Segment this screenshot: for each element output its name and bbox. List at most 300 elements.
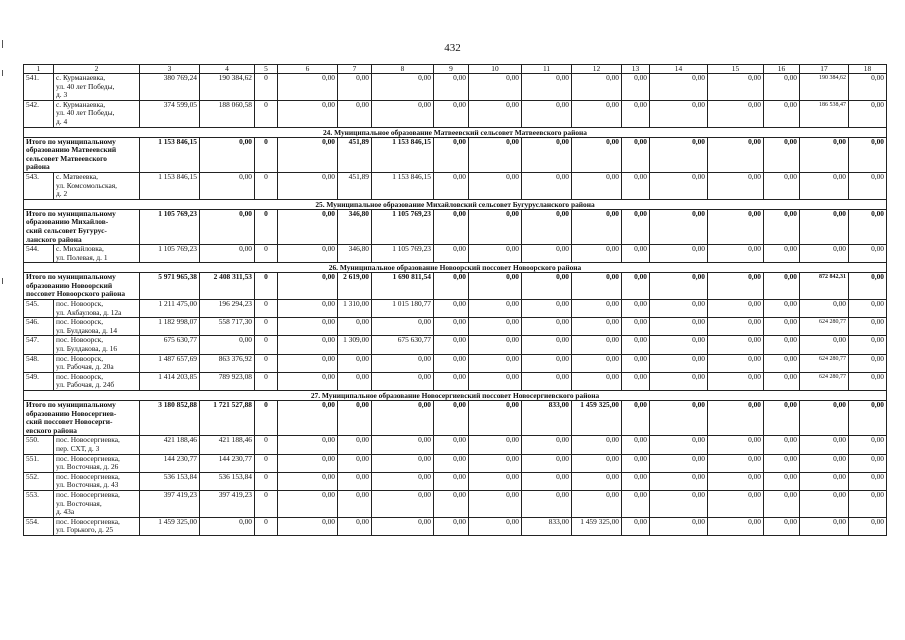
value-cell: 0,00 — [849, 436, 887, 454]
value-cell: 0 — [255, 436, 278, 454]
value-cell: 0,00 — [708, 74, 764, 101]
text-line: поссовет Новоорского района — [26, 289, 126, 299]
value-cell: 0,00 — [278, 318, 338, 336]
value-cell: 0,00 — [650, 336, 708, 354]
value-cell: 0,00 — [650, 100, 708, 127]
value-cell: 190 384,62 — [800, 74, 849, 101]
text-line: пос. Новосергиевка, — [56, 472, 120, 481]
text-line: ланского района — [26, 234, 82, 244]
value-cell: 1 459 325,00 — [140, 517, 200, 535]
value-cell: 0,00 — [708, 273, 764, 300]
value-cell: 0,00 — [572, 172, 622, 199]
section-title: 25. Муниципальное образование Михайловский сельсовет Бугурусланского района — [24, 199, 887, 209]
value-cell: 0,00 — [622, 490, 650, 517]
row-number: 546. — [24, 318, 54, 336]
section-title: 24. Муниципальное образование Матвеевский сельсовет Матвеевского района — [24, 127, 887, 137]
value-cell: 0,00 — [650, 472, 708, 490]
value-cell: 0,00 — [572, 372, 622, 390]
value-cell: 0,00 — [622, 372, 650, 390]
value-cell: 0,00 — [849, 454, 887, 472]
column-header: 10 — [469, 65, 522, 74]
value-cell: 397 419,23 — [200, 490, 255, 517]
margin-mark-3 — [2, 278, 3, 284]
text-line: пос. Новоорск, — [56, 317, 104, 327]
value-cell: 1 105 769,23 — [372, 209, 434, 244]
address-cell — [54, 472, 140, 490]
table-row — [24, 372, 887, 390]
value-cell: 863 376,92 — [200, 354, 255, 372]
table-row — [24, 100, 887, 127]
value-cell: 0,00 — [572, 354, 622, 372]
text-line: ул. Горького, д. 25 — [56, 525, 114, 535]
value-cell: 0 — [255, 273, 278, 300]
text-line: образованию Новоорский — [26, 280, 113, 290]
value-cell: 0,00 — [572, 436, 622, 454]
value-cell: 0,00 — [522, 490, 572, 517]
text-line: Итого по муниципальному — [26, 272, 116, 282]
value-cell: 0,00 — [849, 100, 887, 127]
header-row — [24, 65, 887, 74]
value-cell: 0,00 — [849, 517, 887, 535]
value-cell: 0,00 — [622, 137, 650, 172]
value-cell: 0,00 — [800, 336, 849, 354]
value-cell: 0,00 — [338, 372, 372, 390]
value-cell: 1 309,00 — [338, 336, 372, 354]
value-cell: 0 — [255, 137, 278, 172]
value-cell: 0,00 — [800, 454, 849, 472]
value-cell: 0,00 — [764, 245, 800, 263]
value-cell: 0 — [255, 401, 278, 436]
text-line: с. Курманаевка, — [56, 100, 106, 109]
value-cell: 0,00 — [434, 100, 469, 127]
value-cell: 0,00 — [434, 245, 469, 263]
column-header: 1 — [24, 65, 54, 74]
column-header: 15 — [708, 65, 764, 74]
value-cell: 0,00 — [434, 300, 469, 318]
value-cell: 0,00 — [278, 245, 338, 263]
row-number: 548. — [24, 354, 54, 372]
value-cell: 0,00 — [764, 318, 800, 336]
value-cell: 0,00 — [469, 454, 522, 472]
text-line: пос. Новоорск, — [56, 372, 104, 381]
table-row — [24, 300, 887, 318]
row-number: 541. — [24, 74, 54, 101]
section-title-row — [24, 263, 887, 273]
row-number: 542. — [24, 100, 54, 127]
value-cell: 0,00 — [849, 336, 887, 354]
value-cell: 0,00 — [278, 354, 338, 372]
value-cell: 0,00 — [849, 209, 887, 244]
text-line: д. 43а — [56, 507, 75, 517]
value-cell: 0,00 — [650, 401, 708, 436]
address-cell — [54, 172, 140, 199]
value-cell: 0,00 — [278, 454, 338, 472]
value-cell: 0,00 — [469, 318, 522, 336]
text-line: образованию Матвеевский — [26, 145, 117, 155]
value-cell: 0,00 — [650, 300, 708, 318]
value-cell: 0,00 — [469, 517, 522, 535]
value-cell: 0,00 — [764, 209, 800, 244]
value-cell: 0,00 — [200, 172, 255, 199]
column-header: 9 — [434, 65, 469, 74]
value-cell: 0,00 — [338, 401, 372, 436]
value-cell: 0 — [255, 245, 278, 263]
value-cell: 0,00 — [764, 336, 800, 354]
text-line: ский поссовет Новосерги- — [26, 417, 113, 427]
text-line: пос. Новосергиевка, — [56, 454, 120, 463]
value-cell: 0,00 — [650, 137, 708, 172]
value-cell: 0,00 — [522, 436, 572, 454]
table-row — [24, 336, 887, 354]
value-cell: 0,00 — [708, 472, 764, 490]
total-row — [24, 137, 887, 172]
value-cell: 0,00 — [434, 517, 469, 535]
value-cell: 0,00 — [372, 74, 434, 101]
value-cell: 144 230,77 — [140, 454, 200, 472]
value-cell: 0,00 — [849, 318, 887, 336]
value-cell: 421 188,46 — [200, 436, 255, 454]
value-cell: 624 280,77 — [800, 318, 849, 336]
value-cell: 0,00 — [622, 401, 650, 436]
value-cell: 0,00 — [338, 490, 372, 517]
value-cell: 0,00 — [622, 245, 650, 263]
value-cell: 397 419,23 — [140, 490, 200, 517]
value-cell: 1 153 846,15 — [372, 137, 434, 172]
value-cell: 0,00 — [622, 74, 650, 101]
value-cell: 0,00 — [650, 172, 708, 199]
value-cell: 558 717,30 — [200, 318, 255, 336]
value-cell: 3 180 852,88 — [140, 401, 200, 436]
value-cell: 1 721 527,88 — [200, 401, 255, 436]
value-cell: 0,00 — [434, 172, 469, 199]
total-label — [24, 209, 140, 244]
value-cell: 0 — [255, 354, 278, 372]
value-cell: 0,00 — [708, 172, 764, 199]
value-cell: 1 182 998,07 — [140, 318, 200, 336]
value-cell: 0 — [255, 490, 278, 517]
value-cell: 0,00 — [650, 245, 708, 263]
value-cell: 0,00 — [469, 490, 522, 517]
row-number: 549. — [24, 372, 54, 390]
value-cell: 0,00 — [764, 137, 800, 172]
text-line: ул. Булдакова, д. 16 — [56, 344, 118, 354]
value-cell: 2 619,00 — [338, 273, 372, 300]
text-line: с. Курманаевка, — [56, 73, 106, 82]
value-cell: 0,00 — [764, 354, 800, 372]
text-line: ул. 40 лет Победы, — [56, 81, 115, 91]
value-cell: 0,00 — [764, 436, 800, 454]
value-cell: 0,00 — [572, 74, 622, 101]
value-cell: 0,00 — [800, 517, 849, 535]
value-cell: 0,00 — [622, 318, 650, 336]
section-title: 26. Муниципальное образование Новоорский поссовет Новоорского района — [24, 263, 887, 273]
value-cell: 0,00 — [800, 245, 849, 263]
text-line: ул. 40 лет Победы, — [56, 108, 115, 118]
value-cell: 0,00 — [434, 472, 469, 490]
value-cell: 0,00 — [372, 100, 434, 127]
column-header: 16 — [764, 65, 800, 74]
text-line: образованию Михайлов- — [26, 217, 109, 227]
table-row — [24, 490, 887, 517]
value-cell: 0,00 — [849, 137, 887, 172]
value-cell: 0,00 — [572, 454, 622, 472]
value-cell: 0,00 — [764, 490, 800, 517]
value-cell: 0,00 — [372, 436, 434, 454]
value-cell: 0,00 — [469, 401, 522, 436]
value-cell: 0,00 — [469, 100, 522, 127]
value-cell: 0,00 — [278, 300, 338, 318]
address-cell — [54, 318, 140, 336]
value-cell: 0,00 — [372, 454, 434, 472]
value-cell: 0,00 — [338, 472, 372, 490]
value-cell: 0,00 — [434, 336, 469, 354]
text-line: с. Михайловка, — [56, 244, 104, 254]
value-cell: 0,00 — [278, 273, 338, 300]
value-cell: 0,00 — [278, 372, 338, 390]
section-title-row — [24, 391, 887, 401]
text-line: пос. Новосергиевка, — [56, 517, 120, 526]
value-cell: 1 105 769,23 — [140, 209, 200, 244]
value-cell: 0,00 — [278, 401, 338, 436]
value-cell: 0,00 — [372, 401, 434, 436]
address-cell — [54, 100, 140, 127]
value-cell: 1 211 475,00 — [140, 300, 200, 318]
value-cell: 0,00 — [622, 100, 650, 127]
value-cell: 0,00 — [200, 245, 255, 263]
value-cell: 0,00 — [522, 172, 572, 199]
value-cell: 0,00 — [764, 172, 800, 199]
value-cell: 0,00 — [372, 490, 434, 517]
text-line: ул. Восточная, д. 26 — [56, 462, 119, 472]
text-line: сельсовет Матвеевского — [26, 153, 107, 163]
value-cell: 1 487 657,69 — [140, 354, 200, 372]
value-cell: 0,00 — [522, 354, 572, 372]
text-line: пер. СХТ, д. 3 — [56, 443, 100, 453]
column-header: 12 — [572, 65, 622, 74]
margin-mark-2 — [2, 70, 3, 76]
value-cell: 0,00 — [434, 273, 469, 300]
text-line: образованию Новосергиев- — [26, 408, 117, 418]
value-cell: 0,00 — [622, 273, 650, 300]
value-cell: 675 630,77 — [372, 336, 434, 354]
value-cell: 789 923,08 — [200, 372, 255, 390]
value-cell: 0,00 — [764, 517, 800, 535]
section-title-row — [24, 199, 887, 209]
value-cell: 0,00 — [522, 137, 572, 172]
value-cell: 0,00 — [200, 137, 255, 172]
column-header: 14 — [650, 65, 708, 74]
value-cell: 0,00 — [522, 318, 572, 336]
value-cell: 0 — [255, 318, 278, 336]
value-cell: 0,00 — [522, 209, 572, 244]
value-cell: 0,00 — [338, 454, 372, 472]
value-cell: 0,00 — [372, 372, 434, 390]
value-cell: 1 310,00 — [338, 300, 372, 318]
text-line: ул. Восточная, д. 43 — [56, 480, 119, 490]
value-cell: 0,00 — [372, 472, 434, 490]
value-cell: 0,00 — [650, 372, 708, 390]
value-cell: 536 153,84 — [140, 472, 200, 490]
value-cell: 0,00 — [764, 273, 800, 300]
register-table — [23, 64, 887, 536]
text-line: ул. Рабочая, д. 24б — [56, 380, 115, 390]
total-row — [24, 401, 887, 436]
value-cell: 0,00 — [800, 436, 849, 454]
value-cell: 0,00 — [434, 137, 469, 172]
text-line: пос. Новоорск, — [56, 354, 104, 363]
address-cell — [54, 517, 140, 535]
value-cell: 0,00 — [469, 245, 522, 263]
value-cell: 0,00 — [434, 401, 469, 436]
value-cell: 0,00 — [708, 245, 764, 263]
value-cell: 0,00 — [849, 245, 887, 263]
value-cell: 1 414 203,85 — [140, 372, 200, 390]
value-cell: 0,00 — [622, 209, 650, 244]
value-cell: 0,00 — [800, 300, 849, 318]
text-line: с. Матвеевка, — [56, 172, 98, 181]
value-cell: 1 690 811,54 — [372, 273, 434, 300]
value-cell: 0,00 — [469, 336, 522, 354]
value-cell: 0,00 — [849, 74, 887, 101]
value-cell: 675 630,77 — [140, 336, 200, 354]
text-line: д. 4 — [56, 116, 68, 126]
text-line: ул. Восточная, — [56, 498, 102, 508]
value-cell: 0,00 — [764, 74, 800, 101]
value-cell: 0,00 — [800, 490, 849, 517]
value-cell: 0 — [255, 336, 278, 354]
row-number: 552. — [24, 472, 54, 490]
row-number: 554. — [24, 517, 54, 535]
value-cell: 1 459 325,00 — [572, 401, 622, 436]
value-cell: 833,00 — [522, 517, 572, 535]
table-row — [24, 318, 887, 336]
text-line: Итого по муниципальному — [26, 137, 116, 146]
value-cell: 0,00 — [708, 490, 764, 517]
row-number: 543. — [24, 172, 54, 199]
value-cell: 0,00 — [650, 454, 708, 472]
value-cell: 0,00 — [650, 273, 708, 300]
value-cell: 0,00 — [522, 372, 572, 390]
value-cell: 0,00 — [800, 209, 849, 244]
value-cell: 0,00 — [372, 318, 434, 336]
text-line: д. 3 — [56, 90, 68, 100]
value-cell: 0,00 — [708, 454, 764, 472]
text-line: ул. Комсомольская, — [56, 180, 118, 190]
value-cell: 1 459 325,00 — [572, 517, 622, 535]
row-number: 551. — [24, 454, 54, 472]
value-cell: 0,00 — [200, 336, 255, 354]
value-cell: 0,00 — [469, 172, 522, 199]
row-number: 547. — [24, 336, 54, 354]
value-cell: 0,00 — [338, 354, 372, 372]
section-title: 27. Муниципальное образование Новосергиевский поссовет Новосергиевского района — [24, 391, 887, 401]
value-cell: 0,00 — [849, 372, 887, 390]
value-cell: 451,89 — [338, 137, 372, 172]
value-cell: 0,00 — [708, 401, 764, 436]
text-line: ул. Акбаулова, д. 12а — [56, 307, 122, 317]
value-cell: 0 — [255, 454, 278, 472]
value-cell: 0,00 — [849, 300, 887, 318]
value-cell: 0,00 — [469, 273, 522, 300]
text-line: д. 2 — [56, 189, 68, 199]
value-cell: 1 105 769,23 — [140, 245, 200, 263]
value-cell: 0,00 — [522, 74, 572, 101]
value-cell: 0,00 — [469, 472, 522, 490]
value-cell: 536 153,84 — [200, 472, 255, 490]
value-cell: 0,00 — [338, 74, 372, 101]
value-cell: 0,00 — [278, 336, 338, 354]
value-cell: 188 060,58 — [200, 100, 255, 127]
row-number: 550. — [24, 436, 54, 454]
value-cell: 374 599,05 — [140, 100, 200, 127]
value-cell: 0,00 — [434, 74, 469, 101]
value-cell: 0 — [255, 472, 278, 490]
value-cell: 0,00 — [278, 472, 338, 490]
text-line: пос. Новосергиевка, — [56, 435, 120, 445]
value-cell: 0,00 — [622, 436, 650, 454]
column-header: 5 — [255, 65, 278, 74]
value-cell: 0,00 — [572, 245, 622, 263]
value-cell: 0,00 — [650, 517, 708, 535]
value-cell: 0,00 — [622, 172, 650, 199]
value-cell: 0,00 — [572, 100, 622, 127]
value-cell: 0 — [255, 517, 278, 535]
column-header: 8 — [372, 65, 434, 74]
value-cell: 0,00 — [572, 336, 622, 354]
value-cell: 0,00 — [708, 318, 764, 336]
value-cell: 0,00 — [650, 74, 708, 101]
table-row — [24, 454, 887, 472]
value-cell: 0,00 — [572, 273, 622, 300]
value-cell: 0,00 — [469, 436, 522, 454]
column-header: 3 — [140, 65, 200, 74]
total-row — [24, 273, 887, 300]
value-cell: 624 280,77 — [800, 354, 849, 372]
value-cell: 0,00 — [849, 401, 887, 436]
value-cell: 0,00 — [434, 436, 469, 454]
value-cell: 0,00 — [849, 472, 887, 490]
table-row — [24, 354, 887, 372]
row-number: 545. — [24, 300, 54, 318]
text-line: Итого по муниципальному — [26, 400, 116, 409]
value-cell: 1 015 180,77 — [372, 300, 434, 318]
table-row — [24, 436, 887, 454]
value-cell: 1 105 769,23 — [372, 245, 434, 263]
value-cell: 421 188,46 — [140, 436, 200, 454]
address-cell — [54, 336, 140, 354]
text-line: ул. Рабочая, д. 20а — [56, 362, 114, 372]
value-cell: 0,00 — [572, 490, 622, 517]
text-line: ул. Полевая, д. 1 — [56, 252, 108, 262]
value-cell: 0,00 — [522, 245, 572, 263]
value-cell: 0,00 — [338, 436, 372, 454]
value-cell: 0,00 — [764, 472, 800, 490]
value-cell: 0,00 — [278, 517, 338, 535]
text-line: ский сельсовет Бугурус- — [26, 225, 107, 235]
value-cell: 0,00 — [764, 454, 800, 472]
value-cell: 0,00 — [764, 372, 800, 390]
column-header: 2 — [54, 65, 140, 74]
value-cell: 0,00 — [572, 472, 622, 490]
value-cell: 0,00 — [622, 336, 650, 354]
value-cell: 190 384,62 — [200, 74, 255, 101]
value-cell: 0,00 — [708, 436, 764, 454]
value-cell: 0,00 — [469, 354, 522, 372]
table-row — [24, 517, 887, 535]
page-number: 432 — [444, 42, 461, 54]
value-cell: 0 — [255, 209, 278, 244]
value-cell: 5 971 965,38 — [140, 273, 200, 300]
